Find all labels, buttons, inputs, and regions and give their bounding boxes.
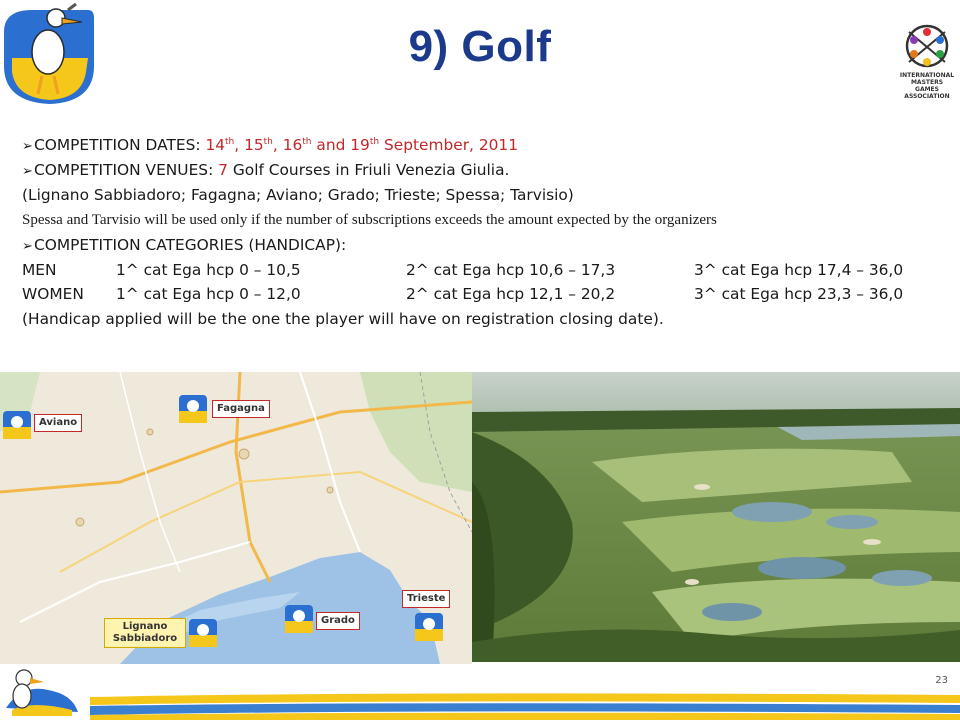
- categories-heading: ➢COMPETITION CATEGORIES (HANDICAP):: [22, 232, 952, 258]
- arrow-bullet-icon: ➢: [22, 139, 33, 154]
- footer-logo: [2, 664, 82, 720]
- mascot-pin-icon: [414, 612, 444, 642]
- page-title: 9) Golf: [408, 22, 552, 71]
- map-label-lignano: Lignano Sabbiadoro: [104, 618, 186, 648]
- competition-venues: ➢COMPETITION VENUES: 7 Golf Courses in Friuli Venezia Giulia.: [22, 158, 952, 182]
- slide-content: [22, 132, 952, 332]
- venues-note: Spessa and Tarvisio will be used only if the number of subscriptions exceeds the amount expected by the organizers: [22, 212, 717, 228]
- map-label-aviano: Aviano: [34, 414, 82, 432]
- handicap-note: (Handicap applied will be the one the player will have on registration closing date).: [22, 310, 664, 328]
- mascot-pin-icon: [2, 410, 32, 440]
- category-row-men: MEN 1^ cat Ega hcp 0 – 10,5 2^ cat Ega hcp 10,6 – 17,3 3^ cat Ega hcp 17,4 – 36,0: [22, 261, 904, 279]
- golf-course-photo: [472, 372, 960, 662]
- page-number: 23: [935, 675, 948, 686]
- competition-dates: ➢COMPETITION DATES: 14th, 15th, 16th and 19th September, 2011: [22, 132, 952, 158]
- mascot-pin-icon: [178, 394, 208, 424]
- mascot-pin-icon: [188, 618, 218, 648]
- map-label-grado: Grado: [316, 612, 360, 630]
- arrow-bullet-icon: ➢: [22, 164, 33, 179]
- imga-logo: [896, 22, 958, 108]
- footer-bar: [0, 665, 960, 720]
- venues-list: (Lignano Sabbiadoro; Fagagna; Aviano; Grado; Trieste; Spessa; Tarvisio): [22, 186, 574, 204]
- imga-logo-text: INTERNATIONAL MASTERS GAMES ASSOCIATION: [899, 72, 955, 100]
- map-label-trieste: Trieste: [402, 590, 450, 608]
- arrow-bullet-icon: ➢: [22, 239, 33, 254]
- category-row-women: WOMEN 1^ cat Ega hcp 0 – 12,0 2^ cat Ega hcp 12,1 – 20,2 3^ cat Ega hcp 23,3 – 36,0: [22, 285, 904, 303]
- mascot-pin-icon: [284, 604, 314, 634]
- map-label-fagagna: Fagagna: [212, 400, 270, 418]
- venues-map: [0, 372, 472, 664]
